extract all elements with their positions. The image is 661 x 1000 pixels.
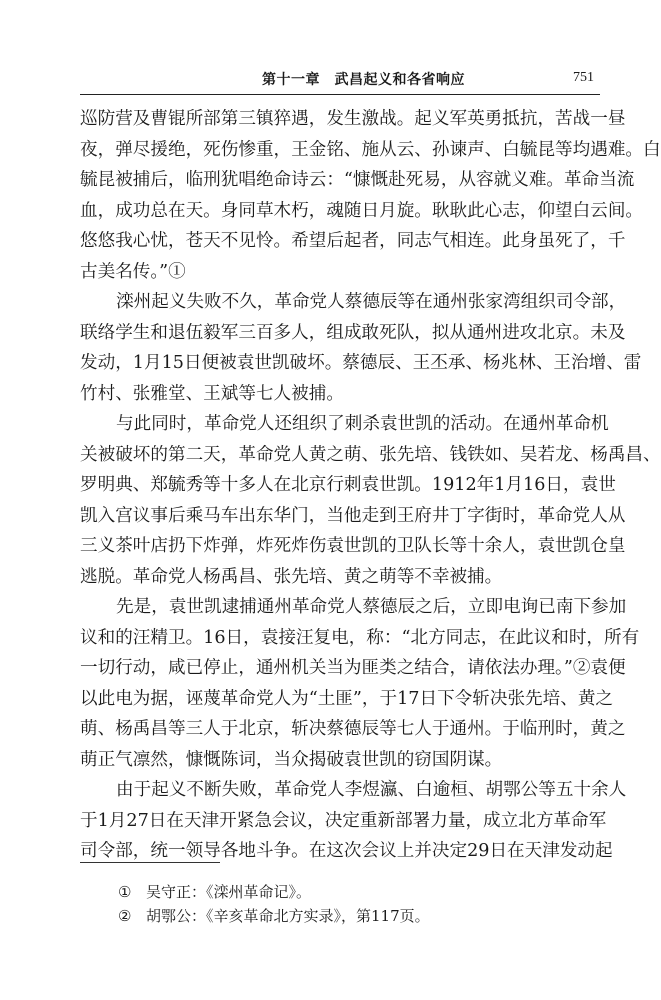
footnote xyxy=(118,880,598,904)
page-number: 751 xyxy=(573,70,594,85)
text-line: 联络学生和退伍毅军三百多人，组成敢死队，拟从通州进攻北京。未及 xyxy=(80,322,626,343)
text-line: 发动，1月15日便被袁世凯破坏。蔡德辰、王丕承、杨兆林、王治增、雷 xyxy=(80,353,642,373)
text-line: 萌正气凛然，慷慨陈词，当众揭破袁世凯的窃国阴谋。 xyxy=(80,749,503,770)
text-line: 于1月27日在天津开紧急会议，决定重新部署力量，成立北方革命军 xyxy=(80,810,607,831)
text-line: 逃脱。革命党人杨禹昌、张先培、黄之萌等不幸被捕。 xyxy=(80,566,503,587)
text-line: 夜，弹尽援绝，死伤惨重，王金铭、施从云、孙谏声、白毓昆等均遇难。白 xyxy=(80,139,661,160)
text-line: 巡防营及曹锟所部第三镇猝遇，发生激战。起义军英勇抵抗，苦战一昼 xyxy=(80,109,626,129)
text-line: 三义茶叶店扔下炸弹，炸死炸伤袁世凯的卫队长等十余人，袁世凯仓皇 xyxy=(80,536,626,556)
text-line: 毓昆被捕后，临刑犹唱绝命诗云：“慷慨赴死易，从容就义难。革命当流 xyxy=(80,170,635,190)
chapter-title: 第十一章 武昌起义和各省响应 xyxy=(262,72,465,88)
footnote-mark: ② xyxy=(118,907,132,925)
text-line: 血，成功总在天。身同草木朽，魂随日月旋。耿耿此心志，仰望白云间。 xyxy=(80,200,644,221)
footnote xyxy=(118,904,598,928)
text-line: 悠悠我心忧，苍天不见怜。希望后起者，同志气相连。此身虽死了，千 xyxy=(80,231,626,251)
footnote-text: 胡鄂公：《辛亥革命北方实录》，第117页。 xyxy=(146,907,430,925)
text-line: 萌、杨禹昌等三人于北京，斩决蔡德辰等七人于通州。于临刑时，黄之 xyxy=(80,719,626,739)
text-line: 滦州起义失败不久，革命党人蔡德辰等在通州张家湾组织司令部， xyxy=(116,292,627,312)
text-line: 与此同时，革命党人还组织了刺杀袁世凯的活动。在通州革命机 xyxy=(116,414,609,434)
text-line: 由于起义不断失败，革命党人李煜瀛、白逾桓、胡鄂公等五十余人 xyxy=(116,780,627,800)
text-line: 关被破坏的第二天，革命党人黄之萌、张先培、钱铁如、吴若龙、杨禹昌、 xyxy=(80,444,661,465)
text-line: 竹村、张雅堂、王斌等七人被捕。 xyxy=(80,383,344,404)
text-line: 罗明典、郑毓秀等十多人在北京行刺袁世凯。1912年1月16日，袁世 xyxy=(80,475,616,495)
footnotes xyxy=(118,880,598,928)
text-line: 先是，袁世凯逮捕通州革命党人蔡德辰之后，立即电询已南下参加 xyxy=(116,597,627,617)
text-line: 司令部，统一领导各地斗争。在这次会议上并决定29日在天津发动起 xyxy=(80,841,613,861)
text-line: 古美名传。”① xyxy=(80,261,186,282)
text-line: 凯入宫议事后乘马车出东华门，当他走到王府井丁字街时，革命党人从 xyxy=(80,505,626,526)
footnote-divider xyxy=(80,862,220,863)
running-header xyxy=(80,68,600,95)
text-line: 一切行动，咸已停止，通州机关当为匪类之结合，请依法办理。”②袁便 xyxy=(80,658,626,678)
footnote-text: 吴守正：《滦州革命记》。 xyxy=(146,883,312,901)
text-line: 以此电为据，诬蔑革命党人为“土匪”，于17日下令斩决张先培、黄之 xyxy=(80,688,614,709)
text-line: 议和的汪精卫。16日，袁接汪复电，称：“北方同志，在此议和时，所有 xyxy=(80,627,640,648)
footnote-mark: ① xyxy=(118,883,132,901)
body-text xyxy=(80,104,661,867)
